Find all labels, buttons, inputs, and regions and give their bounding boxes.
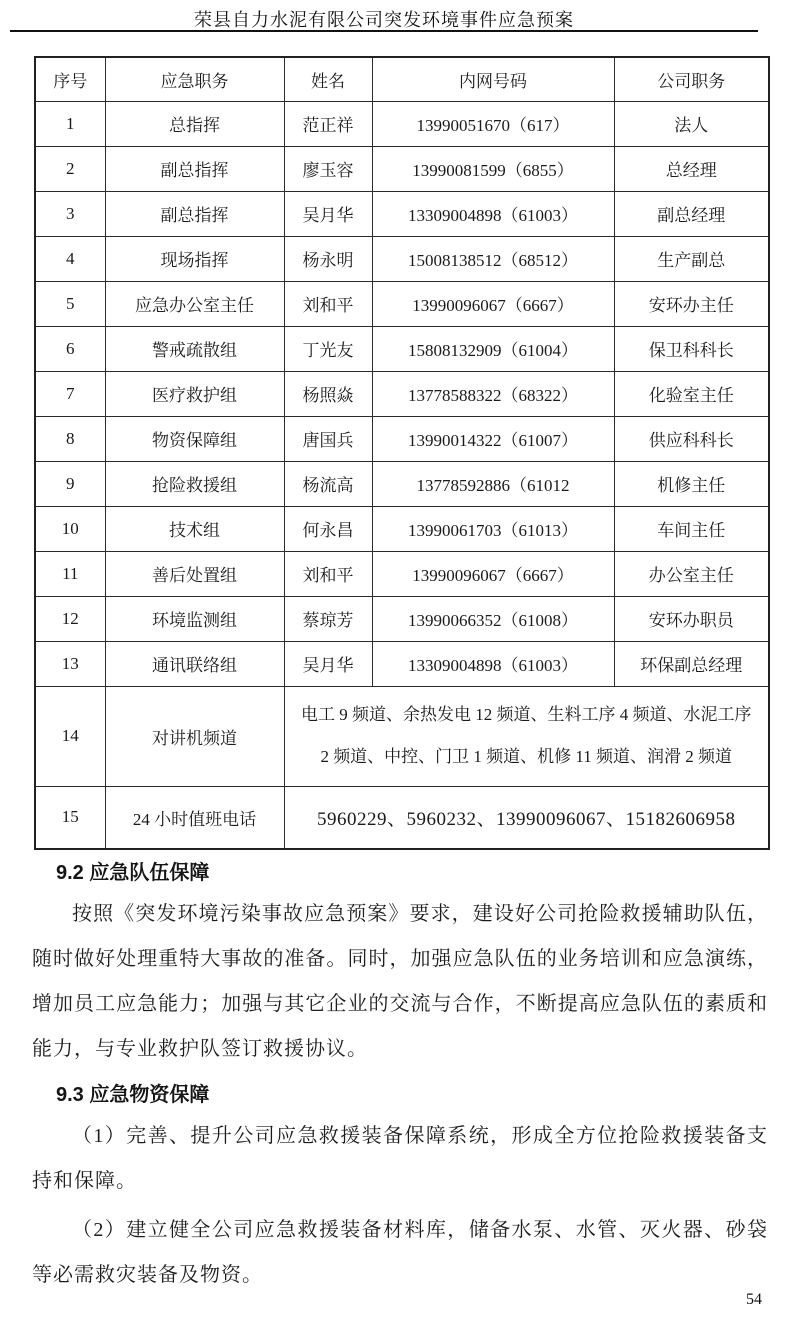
cell-title: 办公室主任 bbox=[614, 551, 769, 596]
cell-name: 吴月华 bbox=[284, 191, 372, 236]
cell-duty: 环境监测组 bbox=[105, 596, 284, 641]
cell-name: 杨照焱 bbox=[284, 371, 372, 416]
cell-phone: 13990061703（61013） bbox=[372, 506, 614, 551]
section-heading-9-3: 9.3 应急物资保障 bbox=[56, 1084, 210, 1106]
cell-name: 刘和平 bbox=[284, 281, 372, 326]
cell-duty: 总指挥 bbox=[105, 101, 284, 146]
cell-duty: 抢险救援组 bbox=[105, 461, 284, 506]
cell-duty: 应急办公室主任 bbox=[105, 281, 284, 326]
cell-phone: 13309004898（61003） bbox=[372, 641, 614, 686]
cell-phone: 13778592886（61012 bbox=[372, 461, 614, 506]
table-row-radio-channels bbox=[35, 686, 769, 786]
cell-duty: 医疗救护组 bbox=[105, 371, 284, 416]
cell-name: 杨永明 bbox=[284, 236, 372, 281]
col-header-serial: 序号 bbox=[35, 57, 105, 101]
section-9-3-paragraph-1: （1）完善、提升公司应急救援装备保障系统，形成全方位抢险救援装备支持和保障。 bbox=[32, 1125, 768, 1192]
cell-serial: 12 bbox=[35, 596, 105, 641]
cell-title: 安环办职员 bbox=[614, 596, 769, 641]
doc-header-title: 荣县自力水泥有限公司突发环境事件应急预案 bbox=[194, 10, 574, 30]
cell-duty: 物资保障组 bbox=[105, 416, 284, 461]
cell-radio-channels bbox=[284, 686, 769, 786]
table-row bbox=[35, 191, 769, 236]
cell-name: 杨流高 bbox=[284, 461, 372, 506]
cell-serial: 5 bbox=[35, 281, 105, 326]
page-number: 54 bbox=[746, 1291, 762, 1308]
cell-title: 生产副总 bbox=[614, 236, 769, 281]
cell-title: 化验室主任 bbox=[614, 371, 769, 416]
cell-serial: 1 bbox=[35, 101, 105, 146]
section-9-2-paragraph: 按照《突发环境污染事故应急预案》要求，建设好公司抢险救援辅助队伍，随时做好处理重特大事故的准备。同时，加强应急队伍的业务培训和应急演练，增加员工应急能力；加强与其它企业的交流与合作，不断提高应急队伍的素质和能力，与专业救护队签订救援协议。 bbox=[32, 903, 768, 1060]
table-row-duty-phones bbox=[35, 786, 769, 849]
cell-name: 刘和平 bbox=[284, 551, 372, 596]
body-text bbox=[32, 850, 768, 1298]
cell-name: 丁光友 bbox=[284, 326, 372, 371]
cell-serial: 11 bbox=[35, 551, 105, 596]
cell-title: 车间主任 bbox=[614, 506, 769, 551]
cell-duty: 警戒疏散组 bbox=[105, 326, 284, 371]
cell-name: 范正祥 bbox=[284, 101, 372, 146]
table-row bbox=[35, 281, 769, 326]
col-header-duty: 应急职务 bbox=[105, 57, 284, 101]
table-row bbox=[35, 506, 769, 551]
cell-duty: 善后处置组 bbox=[105, 551, 284, 596]
cell-phone: 13990096067（6667） bbox=[372, 281, 614, 326]
cell-phone: 13990014322（61007） bbox=[372, 416, 614, 461]
cell-title: 安环办主任 bbox=[614, 281, 769, 326]
table-row bbox=[35, 461, 769, 506]
cell-serial: 10 bbox=[35, 506, 105, 551]
cell-duty: 技术组 bbox=[105, 506, 284, 551]
cell-phone: 13990051670（617） bbox=[372, 101, 614, 146]
cell-serial: 8 bbox=[35, 416, 105, 461]
emergency-contact-table bbox=[34, 56, 770, 850]
cell-phone: 13990066352（61008） bbox=[372, 596, 614, 641]
cell-phone: 15008138512（68512） bbox=[372, 236, 614, 281]
table-row bbox=[35, 146, 769, 191]
cell-duty: 副总指挥 bbox=[105, 191, 284, 236]
cell-duty: 副总指挥 bbox=[105, 146, 284, 191]
cell-title: 总经理 bbox=[614, 146, 769, 191]
radio-channels-line2: 2 频道、中控、门卫 1 频道、机修 11 频道、润滑 2 频道 bbox=[320, 747, 733, 766]
table-row bbox=[35, 101, 769, 146]
cell-name: 吴月华 bbox=[284, 641, 372, 686]
table-row bbox=[35, 371, 769, 416]
cell-serial: 15 bbox=[35, 786, 105, 849]
cell-duty: 对讲机频道 bbox=[105, 686, 284, 786]
cell-serial: 3 bbox=[35, 191, 105, 236]
table-row bbox=[35, 596, 769, 641]
cell-serial: 4 bbox=[35, 236, 105, 281]
col-header-title: 公司职务 bbox=[614, 57, 769, 101]
cell-phone: 15808132909（61004） bbox=[372, 326, 614, 371]
cell-serial: 13 bbox=[35, 641, 105, 686]
table-row bbox=[35, 326, 769, 371]
cell-title: 保卫科科长 bbox=[614, 326, 769, 371]
cell-title: 供应科科长 bbox=[614, 416, 769, 461]
cell-name: 唐国兵 bbox=[284, 416, 372, 461]
cell-name: 何永昌 bbox=[284, 506, 372, 551]
table-header-row bbox=[35, 57, 769, 101]
cell-title: 副总经理 bbox=[614, 191, 769, 236]
cell-duty: 24 小时值班电话 bbox=[105, 786, 284, 849]
cell-phone: 13990096067（6667） bbox=[372, 551, 614, 596]
cell-title: 机修主任 bbox=[614, 461, 769, 506]
section-9-3-paragraph-2: （2）建立健全公司应急救援装备材料库，储备水泵、水管、灭火器、砂袋等必需救灾装备及物资。 bbox=[32, 1219, 768, 1286]
col-header-phone: 内网号码 bbox=[372, 57, 614, 101]
cell-serial: 14 bbox=[35, 686, 105, 786]
table-row bbox=[35, 551, 769, 596]
col-header-name: 姓名 bbox=[284, 57, 372, 101]
cell-duty: 现场指挥 bbox=[105, 236, 284, 281]
cell-serial: 6 bbox=[35, 326, 105, 371]
cell-title: 环保副总经理 bbox=[614, 641, 769, 686]
doc-header-rule bbox=[10, 30, 758, 32]
cell-name: 蔡琼芳 bbox=[284, 596, 372, 641]
cell-serial: 2 bbox=[35, 146, 105, 191]
section-heading-9-2: 9.2 应急队伍保障 bbox=[56, 862, 210, 884]
cell-phone: 13990081599（6855） bbox=[372, 146, 614, 191]
cell-name: 廖玉容 bbox=[284, 146, 372, 191]
cell-title: 法人 bbox=[614, 101, 769, 146]
cell-phone: 13778588322（68322） bbox=[372, 371, 614, 416]
cell-serial: 7 bbox=[35, 371, 105, 416]
radio-channels-line1: 电工 9 频道、余热发电 12 频道、生料工序 4 频道、水泥工序 bbox=[301, 705, 752, 724]
cell-duty-phones: 5960229、5960232、13990096067、15182606958 bbox=[284, 786, 769, 849]
cell-phone: 13309004898（61003） bbox=[372, 191, 614, 236]
table-row bbox=[35, 236, 769, 281]
table-row bbox=[35, 641, 769, 686]
cell-duty: 通讯联络组 bbox=[105, 641, 284, 686]
cell-serial: 9 bbox=[35, 461, 105, 506]
table-row bbox=[35, 416, 769, 461]
